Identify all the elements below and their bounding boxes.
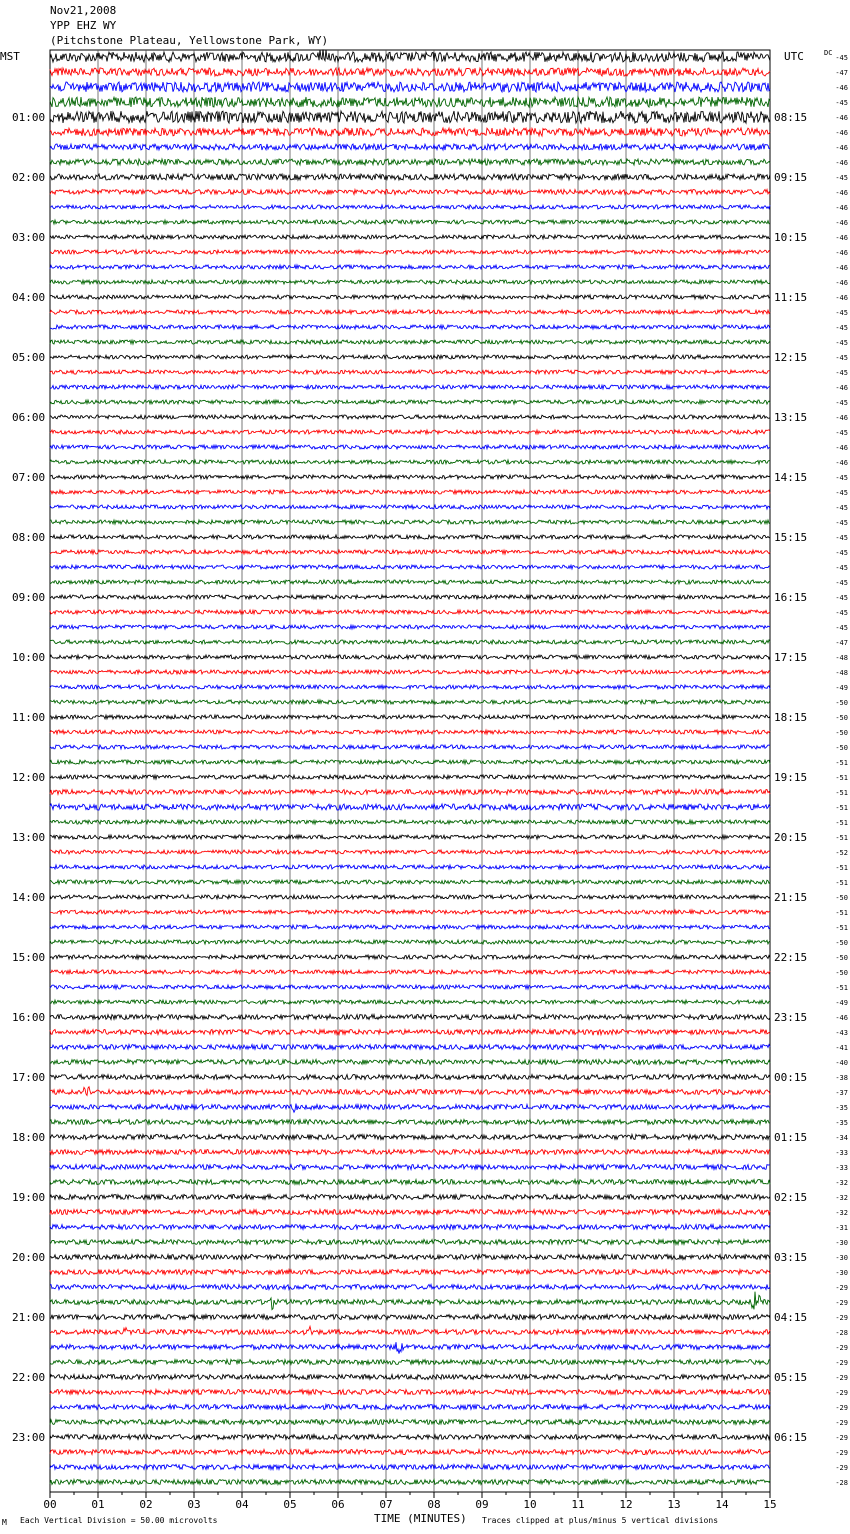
dc-offset-label: -31 bbox=[835, 1224, 848, 1232]
trace-row bbox=[50, 760, 770, 764]
trace-row bbox=[50, 1292, 770, 1310]
dc-offset-label: -51 bbox=[835, 924, 848, 932]
dc-offset-label: -33 bbox=[835, 1164, 848, 1172]
dc-offset-label: -47 bbox=[835, 69, 848, 77]
trace-row bbox=[50, 1180, 770, 1185]
trace-row bbox=[50, 1150, 770, 1155]
dc-offset-label: -46 bbox=[835, 129, 848, 137]
dc-offset-label: -29 bbox=[835, 1299, 848, 1307]
trace-row bbox=[50, 745, 770, 749]
dc-offset-label: -29 bbox=[835, 1434, 848, 1442]
trace-row bbox=[50, 925, 770, 929]
trace-row bbox=[50, 610, 770, 614]
dc-offset-label: -46 bbox=[835, 204, 848, 212]
dc-offset-label: -46 bbox=[835, 414, 848, 422]
trace-row bbox=[50, 280, 770, 284]
trace-row bbox=[50, 1210, 770, 1215]
mst-hour-label: 08:00 bbox=[12, 531, 46, 544]
dc-offset-label: -51 bbox=[835, 834, 848, 842]
x-tick-label: 06 bbox=[331, 1498, 345, 1511]
mst-hour-label: 14:00 bbox=[12, 891, 46, 904]
right-timezone-label: UTC bbox=[784, 50, 804, 63]
utc-hour-label: 10:15 bbox=[774, 231, 808, 244]
utc-hour-label: 15:15 bbox=[774, 531, 808, 544]
dc-offset-label: -51 bbox=[835, 759, 848, 767]
trace-row bbox=[50, 804, 770, 810]
x-axis-title: TIME (MINUTES) bbox=[374, 1512, 467, 1525]
x-tick-label: 13 bbox=[667, 1498, 681, 1511]
dc-offset-label: -45 bbox=[835, 309, 848, 317]
utc-hour-label: 05:15 bbox=[774, 1371, 808, 1384]
utc-hour-label: 20:15 bbox=[774, 831, 808, 844]
dc-offset-label: -29 bbox=[835, 1344, 848, 1352]
dc-offset-label: -50 bbox=[835, 939, 848, 947]
dc-offset-label: -28 bbox=[835, 1479, 848, 1487]
mst-hour-label: 16:00 bbox=[12, 1011, 46, 1024]
dc-offset-label: -45 bbox=[835, 549, 848, 557]
mst-hour-label: 21:00 bbox=[12, 1311, 46, 1324]
trace-row bbox=[50, 580, 770, 584]
utc-hour-label: 17:15 bbox=[774, 651, 808, 664]
trace-row bbox=[50, 1135, 770, 1140]
trace-row bbox=[50, 370, 770, 374]
trace-row bbox=[50, 310, 770, 314]
trace-row bbox=[50, 1360, 770, 1365]
utc-hour-label: 18:15 bbox=[774, 711, 808, 724]
dc-offset-label: -30 bbox=[835, 1269, 848, 1277]
trace-row bbox=[50, 670, 770, 674]
dc-offset-label: -48 bbox=[835, 654, 848, 662]
trace-row bbox=[50, 205, 770, 209]
x-tick-label: 09 bbox=[475, 1498, 489, 1511]
dc-offset-label: -45 bbox=[835, 609, 848, 617]
utc-hour-label: 14:15 bbox=[774, 471, 808, 484]
trace-row bbox=[50, 520, 770, 524]
trace-row bbox=[50, 700, 770, 704]
dc-offset-label: -29 bbox=[835, 1449, 848, 1457]
dc-offset-label: -46 bbox=[835, 234, 848, 242]
dc-offset-label: -45 bbox=[835, 54, 848, 62]
dc-offset-label: -50 bbox=[835, 699, 848, 707]
dc-offset-label: -51 bbox=[835, 804, 848, 812]
mst-hour-label: 23:00 bbox=[12, 1431, 46, 1444]
trace-row bbox=[50, 940, 770, 944]
dc-offset-label: -40 bbox=[835, 1059, 848, 1067]
trace-row bbox=[50, 1465, 770, 1470]
trace-row bbox=[50, 190, 770, 195]
utc-hour-label: 13:15 bbox=[774, 411, 808, 424]
dc-offset-label: -50 bbox=[835, 714, 848, 722]
utc-hour-label: 09:15 bbox=[774, 171, 808, 184]
dc-offset-label: -45 bbox=[835, 339, 848, 347]
trace-row bbox=[50, 1435, 770, 1440]
trace-row bbox=[50, 220, 770, 224]
utc-hour-label: 11:15 bbox=[774, 291, 808, 304]
dc-offset-label: -35 bbox=[835, 1104, 848, 1112]
trace-row bbox=[50, 985, 770, 989]
dc-offset-label: -46 bbox=[835, 459, 848, 467]
scale-note: Each Vertical Division = 50.00 microvolts bbox=[20, 1516, 218, 1525]
trace-row bbox=[50, 955, 770, 959]
mst-hour-label: 18:00 bbox=[12, 1131, 46, 1144]
dc-offset-label: -51 bbox=[835, 819, 848, 827]
dc-offset-label: -52 bbox=[835, 849, 848, 857]
dc-offset-label: -29 bbox=[835, 1419, 848, 1427]
dc-offset-label: -38 bbox=[835, 1074, 848, 1082]
trace-row bbox=[50, 1375, 770, 1380]
trace-row bbox=[50, 1405, 770, 1410]
trace-row bbox=[50, 1390, 770, 1395]
dc-offset-label: -47 bbox=[835, 639, 848, 647]
trace-row bbox=[50, 1450, 770, 1455]
dc-offset-label: -46 bbox=[835, 159, 848, 167]
trace-row bbox=[50, 295, 770, 299]
x-tick-label: 05 bbox=[283, 1498, 297, 1511]
x-tick-label: 02 bbox=[139, 1498, 153, 1511]
trace-row bbox=[50, 820, 770, 824]
trace-row bbox=[50, 1420, 770, 1425]
mst-hour-label: 06:00 bbox=[12, 411, 46, 424]
x-tick-label: 11 bbox=[571, 1498, 585, 1511]
mst-hour-label: 04:00 bbox=[12, 291, 46, 304]
station-location: (Pitchstone Plateau, Yellowstone Park, WY) bbox=[50, 34, 329, 47]
dc-offset-label: -49 bbox=[835, 684, 848, 692]
dc-offset-label: -50 bbox=[835, 744, 848, 752]
trace-row bbox=[50, 1120, 770, 1125]
dc-offset-header: DC bbox=[824, 49, 833, 57]
station-code: YPP EHZ WY bbox=[50, 19, 117, 32]
dc-offset-label: -46 bbox=[835, 249, 848, 257]
dc-offset-label: -51 bbox=[835, 864, 848, 872]
trace-row bbox=[50, 159, 770, 165]
dc-offset-label: -45 bbox=[835, 579, 848, 587]
trace-row bbox=[50, 1104, 770, 1113]
dc-offset-label: -35 bbox=[835, 1119, 848, 1127]
dc-offset-label: -43 bbox=[835, 1029, 848, 1037]
trace-row bbox=[50, 1165, 770, 1170]
trace-row bbox=[50, 1030, 770, 1036]
dc-offset-label: -50 bbox=[835, 729, 848, 737]
trace-row bbox=[50, 475, 770, 479]
utc-hour-label: 04:15 bbox=[774, 1311, 808, 1324]
dc-offset-label: -51 bbox=[835, 879, 848, 887]
mst-hour-label: 22:00 bbox=[12, 1371, 46, 1384]
plot-frame bbox=[50, 50, 770, 1492]
dc-offset-label: -46 bbox=[835, 189, 848, 197]
dc-offset-label: -29 bbox=[835, 1389, 848, 1397]
x-tick-label: 03 bbox=[187, 1498, 201, 1511]
x-tick-label: 10 bbox=[523, 1498, 537, 1511]
utc-hour-label: 23:15 bbox=[774, 1011, 808, 1024]
trace-row bbox=[50, 1045, 770, 1050]
dc-offset-label: -45 bbox=[835, 594, 848, 602]
trace-row bbox=[50, 880, 770, 884]
dc-offset-label: -32 bbox=[835, 1209, 848, 1217]
trace-row bbox=[50, 430, 770, 434]
utc-hour-label: 19:15 bbox=[774, 771, 808, 784]
dc-offset-label: -34 bbox=[835, 1134, 848, 1142]
utc-hour-label: 02:15 bbox=[774, 1191, 808, 1204]
trace-row bbox=[50, 174, 770, 180]
trace-row bbox=[50, 325, 770, 329]
trace-row bbox=[50, 715, 770, 719]
dc-offset-label: -37 bbox=[835, 1089, 848, 1097]
dc-offset-label: -29 bbox=[835, 1404, 848, 1412]
trace-row bbox=[50, 1285, 770, 1290]
mst-hour-label: 13:00 bbox=[12, 831, 46, 844]
trace-row bbox=[50, 144, 770, 150]
trace-row bbox=[50, 835, 770, 839]
trace-row bbox=[50, 640, 770, 644]
trace-row bbox=[50, 685, 770, 689]
trace-row bbox=[50, 385, 770, 389]
trace-row bbox=[50, 775, 770, 779]
x-tick-label: 08 bbox=[427, 1498, 441, 1511]
trace-row bbox=[50, 340, 770, 344]
mst-hour-label: 10:00 bbox=[12, 651, 46, 664]
trace-row bbox=[50, 1240, 770, 1245]
trace-row bbox=[50, 1326, 770, 1334]
trace-row bbox=[50, 355, 770, 359]
dc-offset-label: -46 bbox=[835, 264, 848, 272]
x-tick-label: 07 bbox=[379, 1498, 393, 1511]
dc-offset-label: -45 bbox=[835, 174, 848, 182]
mst-hour-label: 07:00 bbox=[12, 471, 46, 484]
dc-offset-label: -29 bbox=[835, 1284, 848, 1292]
dc-offset-label: -45 bbox=[835, 399, 848, 407]
trace-row bbox=[50, 790, 770, 795]
x-tick-label: 00 bbox=[43, 1498, 57, 1511]
dc-offset-label: -33 bbox=[835, 1149, 848, 1157]
trace-row bbox=[50, 82, 770, 92]
trace-row bbox=[50, 895, 770, 899]
mst-hour-label: 20:00 bbox=[12, 1251, 46, 1264]
trace-row bbox=[50, 1255, 770, 1260]
dc-offset-label: -45 bbox=[835, 324, 848, 332]
dc-offset-label: -46 bbox=[835, 294, 848, 302]
trace-row bbox=[50, 565, 770, 569]
dc-offset-label: -51 bbox=[835, 909, 848, 917]
utc-hour-label: 06:15 bbox=[774, 1431, 808, 1444]
x-tick-label: 12 bbox=[619, 1498, 633, 1511]
dc-offset-label: -46 bbox=[835, 384, 848, 392]
x-tick-label: 15 bbox=[763, 1498, 777, 1511]
trace-row bbox=[50, 415, 770, 419]
mst-hour-label: 05:00 bbox=[12, 351, 46, 364]
dc-offset-label: -46 bbox=[835, 84, 848, 92]
trace-row bbox=[50, 400, 770, 404]
dc-offset-label: -50 bbox=[835, 894, 848, 902]
trace-row bbox=[50, 505, 770, 509]
x-tick-label: 04 bbox=[235, 1498, 249, 1511]
mst-hour-label: 02:00 bbox=[12, 171, 46, 184]
trace-row bbox=[50, 535, 770, 539]
trace-row bbox=[50, 850, 770, 854]
dc-offset-label: -46 bbox=[835, 114, 848, 122]
trace-row bbox=[50, 550, 770, 554]
trace-row bbox=[50, 730, 770, 734]
x-tick-label: 01 bbox=[91, 1498, 105, 1511]
trace-row bbox=[50, 250, 770, 254]
trace-row bbox=[50, 265, 770, 269]
trace-row bbox=[50, 865, 770, 869]
trace-row bbox=[50, 445, 770, 449]
utc-hour-label: 12:15 bbox=[774, 351, 808, 364]
trace-row bbox=[50, 1315, 770, 1320]
mst-hour-label: 12:00 bbox=[12, 771, 46, 784]
trace-row bbox=[50, 1075, 770, 1080]
mst-hour-label: 19:00 bbox=[12, 1191, 46, 1204]
trace-row bbox=[50, 1270, 770, 1275]
trace-row bbox=[50, 1000, 770, 1004]
dc-offset-label: -29 bbox=[835, 1464, 848, 1472]
trace-row bbox=[50, 1087, 770, 1096]
dc-offset-label: -45 bbox=[835, 489, 848, 497]
mst-hour-label: 01:00 bbox=[12, 111, 46, 124]
utc-hour-label: 21:15 bbox=[774, 891, 808, 904]
dc-offset-label: -46 bbox=[835, 1014, 848, 1022]
trace-row bbox=[50, 49, 770, 62]
trace-row bbox=[50, 1480, 770, 1485]
utc-hour-label: 03:15 bbox=[774, 1251, 808, 1264]
trace-row bbox=[50, 595, 770, 599]
dc-offset-label: -46 bbox=[835, 219, 848, 227]
x-tick-label: 14 bbox=[715, 1498, 729, 1511]
dc-offset-label: -45 bbox=[835, 504, 848, 512]
dc-offset-label: -32 bbox=[835, 1194, 848, 1202]
dc-offset-label: -51 bbox=[835, 774, 848, 782]
dc-offset-label: -48 bbox=[835, 669, 848, 677]
dc-offset-label: -45 bbox=[835, 624, 848, 632]
trace-row bbox=[50, 460, 770, 464]
trace-row bbox=[50, 970, 770, 974]
mst-hour-label: 11:00 bbox=[12, 711, 46, 724]
dc-offset-label: -45 bbox=[835, 99, 848, 107]
dc-offset-label: -50 bbox=[835, 954, 848, 962]
corner-mark: M bbox=[2, 1518, 7, 1527]
mst-hour-label: 03:00 bbox=[12, 231, 46, 244]
dc-offset-label: -51 bbox=[835, 984, 848, 992]
dc-offset-label: -46 bbox=[835, 144, 848, 152]
trace-row bbox=[50, 655, 770, 659]
dc-offset-label: -46 bbox=[835, 279, 848, 287]
dc-offset-label: -45 bbox=[835, 474, 848, 482]
mst-hour-label: 17:00 bbox=[12, 1071, 46, 1084]
trace-row bbox=[50, 625, 770, 629]
trace-row bbox=[50, 1342, 770, 1354]
trace-row bbox=[50, 910, 770, 914]
trace-row bbox=[50, 1015, 770, 1020]
dc-offset-label: -49 bbox=[835, 999, 848, 1007]
mst-hour-label: 15:00 bbox=[12, 951, 46, 964]
utc-hour-label: 22:15 bbox=[774, 951, 808, 964]
left-timezone-label: MST bbox=[0, 50, 20, 63]
dc-offset-label: -51 bbox=[835, 789, 848, 797]
dc-offset-label: -50 bbox=[835, 969, 848, 977]
dc-offset-label: -30 bbox=[835, 1254, 848, 1262]
dc-offset-label: -45 bbox=[835, 519, 848, 527]
utc-hour-label: 08:15 bbox=[774, 111, 808, 124]
utc-hour-label: 00:15 bbox=[774, 1071, 808, 1084]
dc-offset-label: -45 bbox=[835, 429, 848, 437]
mst-hour-label: 09:00 bbox=[12, 591, 46, 604]
trace-row bbox=[50, 68, 770, 76]
dc-offset-label: -29 bbox=[835, 1314, 848, 1322]
utc-hour-label: 01:15 bbox=[774, 1131, 808, 1144]
dc-offset-label: -29 bbox=[835, 1374, 848, 1382]
trace-row bbox=[50, 235, 770, 239]
trace-row bbox=[50, 128, 770, 136]
trace-row bbox=[50, 490, 770, 494]
dc-offset-label: -45 bbox=[835, 534, 848, 542]
trace-row bbox=[50, 1195, 770, 1200]
dc-offset-label: -45 bbox=[835, 354, 848, 362]
trace-row bbox=[50, 111, 770, 123]
trace-row bbox=[50, 1225, 770, 1230]
trace-row bbox=[50, 97, 770, 107]
clip-note: Traces clipped at plus/minus 5 vertical divisions bbox=[482, 1516, 719, 1525]
dc-offset-label: -28 bbox=[835, 1329, 848, 1337]
dc-offset-label: -29 bbox=[835, 1359, 848, 1367]
dc-offset-label: -45 bbox=[835, 564, 848, 572]
recording-date: Nov21,2008 bbox=[50, 4, 117, 17]
dc-offset-label: -41 bbox=[835, 1044, 848, 1052]
dc-offset-label: -45 bbox=[835, 369, 848, 377]
dc-offset-label: -46 bbox=[835, 444, 848, 452]
trace-row bbox=[50, 1060, 770, 1065]
dc-offset-label: -30 bbox=[835, 1239, 848, 1247]
dc-offset-label: -32 bbox=[835, 1179, 848, 1187]
utc-hour-label: 16:15 bbox=[774, 591, 808, 604]
